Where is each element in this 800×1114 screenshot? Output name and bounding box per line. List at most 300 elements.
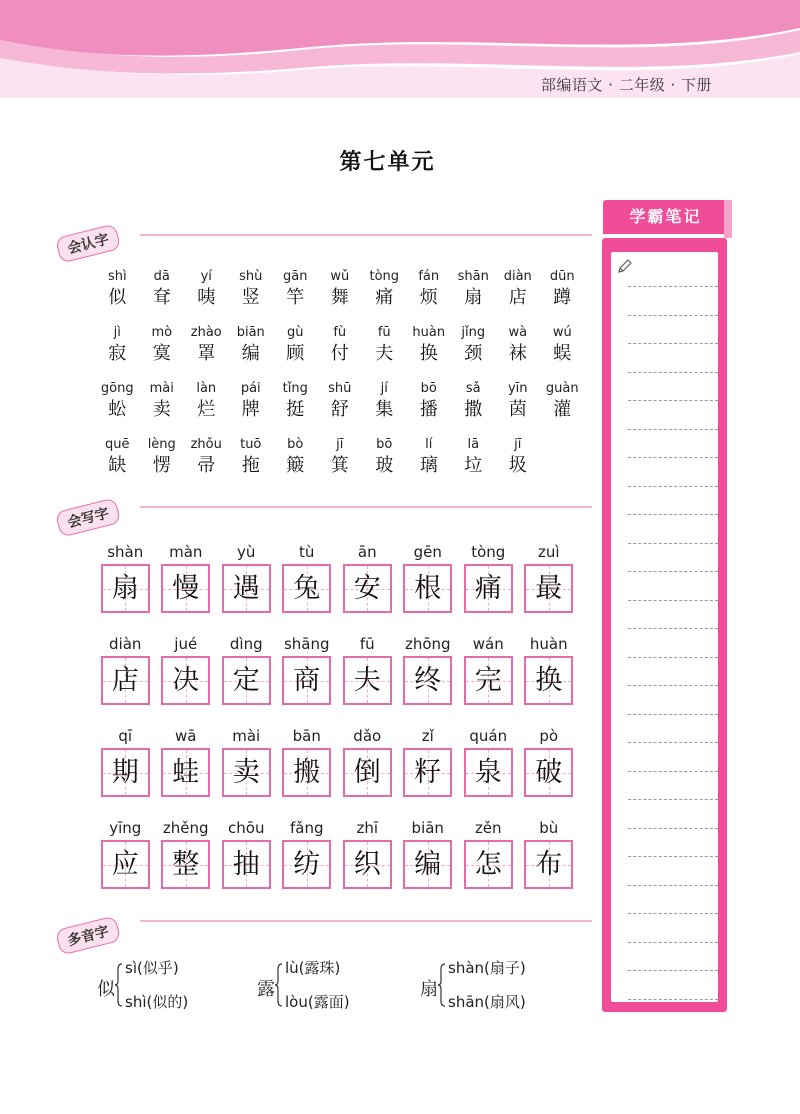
tianzige-box bbox=[282, 748, 331, 797]
hanzi: 挺 bbox=[286, 399, 305, 420]
read-char-cell bbox=[362, 324, 407, 380]
pinyin: jué bbox=[174, 635, 198, 653]
hanzi: 牌 bbox=[241, 399, 260, 420]
write-row bbox=[95, 724, 585, 816]
hanzi: 璃 bbox=[419, 455, 438, 476]
read-char-cell bbox=[229, 324, 274, 380]
read-characters-grid bbox=[95, 268, 585, 492]
tianzige-box bbox=[282, 564, 331, 613]
pinyin: biān bbox=[236, 325, 265, 340]
pinyin: yīng bbox=[109, 819, 142, 837]
write-char-cell bbox=[519, 816, 580, 908]
hanzi: 烦 bbox=[419, 287, 438, 308]
tianzige-box bbox=[343, 656, 392, 705]
hanzi: 扇 bbox=[111, 573, 139, 604]
note-line bbox=[628, 315, 718, 316]
tianzige-box bbox=[101, 748, 150, 797]
note-line bbox=[628, 799, 718, 800]
hanzi: 完 bbox=[474, 665, 502, 696]
pinyin: zhǒu bbox=[190, 437, 222, 452]
pinyin: fū bbox=[359, 635, 375, 653]
write-char-cell bbox=[519, 632, 580, 724]
pinyin: guàn bbox=[545, 381, 579, 396]
section-tag-write: 会写字 bbox=[55, 497, 121, 537]
pinyin: bù bbox=[539, 819, 559, 837]
note-line bbox=[628, 685, 718, 686]
tianzige-box bbox=[222, 656, 271, 705]
write-char-cell bbox=[156, 724, 217, 816]
read-char-cell bbox=[318, 436, 363, 492]
pinyin: shù bbox=[239, 269, 263, 284]
pinyin: wú bbox=[552, 325, 572, 340]
read-char-cell bbox=[95, 380, 140, 436]
pinyin: chōu bbox=[228, 819, 265, 837]
hanzi: 应 bbox=[111, 849, 139, 880]
hanzi: 布 bbox=[535, 849, 563, 880]
pinyin: bō bbox=[376, 437, 393, 452]
pinyin: jǐng bbox=[461, 325, 486, 340]
read-char-cell bbox=[451, 436, 496, 492]
pinyin: shāng bbox=[283, 635, 330, 653]
note-line bbox=[628, 913, 718, 914]
hanzi: 搬 bbox=[293, 757, 321, 788]
pinyin: mài bbox=[232, 727, 261, 745]
write-char-cell bbox=[277, 632, 338, 724]
pinyin: quē bbox=[105, 437, 130, 452]
hanzi: 期 bbox=[111, 757, 139, 788]
section-tag-poly: 多音字 bbox=[55, 915, 121, 955]
pinyin: mò bbox=[151, 325, 173, 340]
read-char-cell bbox=[496, 436, 541, 492]
read-row bbox=[95, 268, 585, 324]
note-line bbox=[628, 885, 718, 886]
read-char-cell bbox=[407, 380, 452, 436]
pinyin: lèng bbox=[147, 437, 176, 452]
pinyin: zhī bbox=[356, 819, 379, 837]
write-row bbox=[95, 816, 585, 908]
pinyin: gōng bbox=[100, 381, 134, 396]
tianzige-box bbox=[403, 656, 452, 705]
notes-panel bbox=[602, 238, 727, 1012]
pinyin: wà bbox=[508, 325, 528, 340]
note-line bbox=[628, 628, 718, 629]
polyphone-reading: shàn(扇子) bbox=[448, 959, 526, 977]
polyphone-reading: sì(似乎) bbox=[125, 959, 179, 977]
pinyin: pái bbox=[240, 381, 261, 396]
pinyin: tòng bbox=[471, 543, 506, 561]
hanzi: 付 bbox=[330, 343, 349, 364]
pinyin: shàn bbox=[107, 543, 144, 561]
brace-icon bbox=[275, 963, 283, 1007]
tianzige-box bbox=[282, 840, 331, 889]
hanzi: 玻 bbox=[375, 455, 394, 476]
note-line bbox=[628, 486, 718, 487]
read-char-cell bbox=[451, 324, 496, 380]
read-char-cell bbox=[184, 380, 229, 436]
pinyin: jī bbox=[336, 437, 344, 452]
tianzige-box bbox=[524, 564, 573, 613]
note-line bbox=[628, 714, 718, 715]
read-char-cell bbox=[362, 436, 407, 492]
pinyin: yù bbox=[237, 543, 256, 561]
pinyin: zěn bbox=[474, 819, 502, 837]
hanzi: 袜 bbox=[508, 343, 527, 364]
write-char-cell bbox=[216, 632, 277, 724]
section-divider bbox=[140, 234, 592, 236]
write-char-cell bbox=[458, 632, 519, 724]
write-char-cell bbox=[458, 540, 519, 632]
polyphone-char: 似 bbox=[97, 979, 115, 1000]
note-line bbox=[628, 970, 718, 971]
pinyin: zǐ bbox=[421, 727, 434, 745]
write-char-cell bbox=[337, 540, 398, 632]
write-char-cell bbox=[337, 816, 398, 908]
hanzi: 颈 bbox=[464, 343, 483, 364]
hanzi: 舞 bbox=[330, 287, 349, 308]
hanzi: 圾 bbox=[508, 455, 527, 476]
write-char-cell bbox=[458, 724, 519, 816]
read-row bbox=[95, 436, 585, 492]
hanzi: 怎 bbox=[474, 849, 502, 880]
read-char-cell bbox=[273, 380, 318, 436]
tianzige-box bbox=[222, 840, 271, 889]
read-char-cell bbox=[184, 436, 229, 492]
book-title: 部编语文 · 二年级 · 下册 bbox=[540, 76, 712, 94]
tianzige-box bbox=[343, 748, 392, 797]
pinyin: tǐng bbox=[282, 381, 308, 396]
polyphone-reading: lòu(露面) bbox=[285, 993, 350, 1011]
read-char-cell bbox=[184, 324, 229, 380]
pinyin: fù bbox=[333, 325, 347, 340]
hanzi: 卖 bbox=[232, 757, 260, 788]
read-char-cell bbox=[318, 324, 363, 380]
polyphone-reading: shì(似的) bbox=[125, 993, 189, 1011]
pinyin: shì bbox=[107, 269, 127, 284]
tianzige-box bbox=[403, 840, 452, 889]
tianzige-box bbox=[101, 564, 150, 613]
tianzige-box bbox=[101, 656, 150, 705]
notes-area[interactable] bbox=[611, 252, 718, 1002]
read-char-cell bbox=[496, 380, 541, 436]
read-char-cell bbox=[496, 268, 541, 324]
section-divider bbox=[140, 920, 592, 922]
pinyin: shān bbox=[457, 269, 489, 284]
hanzi: 纺 bbox=[293, 849, 321, 880]
write-row bbox=[95, 540, 585, 632]
pinyin: fǎng bbox=[289, 819, 324, 837]
polyphone-reading: lù(露珠) bbox=[285, 959, 341, 977]
hanzi: 似 bbox=[108, 287, 127, 308]
hanzi: 蛙 bbox=[172, 757, 200, 788]
read-char-cell bbox=[95, 268, 140, 324]
pinyin: huàn bbox=[412, 325, 446, 340]
hanzi: 换 bbox=[535, 665, 563, 696]
hanzi: 卖 bbox=[152, 399, 171, 420]
tianzige-box bbox=[464, 564, 513, 613]
read-char-cell bbox=[229, 268, 274, 324]
note-line bbox=[628, 343, 718, 344]
read-char-cell bbox=[273, 324, 318, 380]
write-char-cell bbox=[216, 540, 277, 632]
hanzi: 灌 bbox=[553, 399, 572, 420]
hanzi: 痛 bbox=[375, 287, 394, 308]
note-line bbox=[628, 999, 718, 1000]
tianzige-box bbox=[464, 656, 513, 705]
hanzi: 竖 bbox=[241, 287, 260, 308]
read-char-cell bbox=[451, 268, 496, 324]
read-char-cell bbox=[407, 324, 452, 380]
pinyin: yīn bbox=[507, 381, 528, 396]
hanzi: 决 bbox=[172, 665, 200, 696]
polyphone-char: 扇 bbox=[420, 979, 438, 1000]
pinyin: lā bbox=[467, 437, 480, 452]
pinyin: tòng bbox=[369, 269, 400, 284]
hanzi: 烂 bbox=[197, 399, 216, 420]
hanzi: 编 bbox=[241, 343, 260, 364]
write-char-cell bbox=[95, 632, 156, 724]
write-char-cell bbox=[398, 724, 459, 816]
note-line bbox=[628, 856, 718, 857]
read-char-cell bbox=[184, 268, 229, 324]
pinyin: dā bbox=[153, 269, 170, 284]
hanzi: 垃 bbox=[464, 455, 483, 476]
pinyin: shū bbox=[328, 381, 352, 396]
write-char-cell bbox=[337, 632, 398, 724]
tianzige-box bbox=[343, 564, 392, 613]
tianzige-box bbox=[161, 748, 210, 797]
read-char-cell bbox=[140, 436, 185, 492]
read-char-cell bbox=[362, 380, 407, 436]
hanzi: 慢 bbox=[172, 573, 200, 604]
read-char-cell bbox=[95, 324, 140, 380]
read-row bbox=[95, 380, 585, 436]
hanzi: 编 bbox=[414, 849, 442, 880]
read-row bbox=[95, 324, 585, 380]
hanzi: 集 bbox=[375, 399, 394, 420]
pinyin: jī bbox=[514, 437, 522, 452]
hanzi: 最 bbox=[535, 573, 563, 604]
hanzi: 帚 bbox=[197, 455, 216, 476]
hanzi: 夫 bbox=[353, 665, 381, 696]
pinyin: diàn bbox=[503, 269, 532, 284]
hanzi: 抽 bbox=[232, 849, 260, 880]
hanzi: 蚣 bbox=[108, 399, 127, 420]
hanzi: 商 bbox=[293, 665, 321, 696]
pinyin: gān bbox=[283, 269, 308, 284]
note-line bbox=[628, 286, 718, 287]
pinyin: lí bbox=[425, 437, 433, 452]
note-line bbox=[628, 400, 718, 401]
pinyin: mài bbox=[149, 381, 174, 396]
read-char-cell bbox=[273, 268, 318, 324]
hanzi: 寞 bbox=[152, 343, 171, 364]
read-char-cell bbox=[318, 268, 363, 324]
read-char-cell bbox=[540, 268, 585, 324]
hanzi: 倒 bbox=[353, 757, 381, 788]
tianzige-box bbox=[222, 748, 271, 797]
hanzi: 茵 bbox=[508, 399, 527, 420]
hanzi: 蜈 bbox=[553, 343, 572, 364]
tianzige-box bbox=[101, 840, 150, 889]
hanzi: 夫 bbox=[375, 343, 394, 364]
hanzi: 舒 bbox=[330, 399, 349, 420]
write-characters-grid bbox=[95, 540, 585, 908]
pinyin: sǎ bbox=[465, 381, 481, 396]
note-line bbox=[628, 457, 718, 458]
read-char-cell bbox=[140, 380, 185, 436]
hanzi: 罩 bbox=[197, 343, 216, 364]
hanzi: 箕 bbox=[330, 455, 349, 476]
write-char-cell bbox=[95, 724, 156, 816]
note-line bbox=[628, 657, 718, 658]
pinyin: jì bbox=[113, 325, 121, 340]
read-char-cell bbox=[407, 268, 452, 324]
note-line bbox=[628, 942, 718, 943]
hanzi: 愣 bbox=[152, 455, 171, 476]
brace-icon bbox=[115, 963, 123, 1007]
write-char-cell bbox=[277, 724, 338, 816]
tianzige-box bbox=[161, 564, 210, 613]
hanzi: 安 bbox=[353, 573, 381, 604]
hanzi: 簸 bbox=[286, 455, 305, 476]
hanzi: 播 bbox=[419, 399, 438, 420]
polyphone-char: 露 bbox=[257, 979, 275, 1000]
page-title: 第七单元 bbox=[339, 150, 436, 175]
pinyin: dūn bbox=[549, 269, 575, 284]
hanzi: 兔 bbox=[293, 573, 321, 604]
write-char-cell bbox=[216, 724, 277, 816]
hanzi: 顾 bbox=[286, 343, 305, 364]
notes-title-tab bbox=[724, 200, 732, 238]
note-line bbox=[628, 429, 718, 430]
write-char-cell bbox=[156, 632, 217, 724]
tianzige-box bbox=[403, 748, 452, 797]
section-divider bbox=[140, 506, 592, 508]
pinyin: dìng bbox=[229, 635, 263, 653]
hanzi: 定 bbox=[232, 665, 260, 696]
read-char-cell bbox=[140, 324, 185, 380]
polyphone-reading: shān(扇风) bbox=[448, 993, 526, 1011]
write-char-cell bbox=[398, 632, 459, 724]
tianzige-box bbox=[524, 840, 573, 889]
hanzi: 耷 bbox=[152, 287, 171, 308]
tianzige-box bbox=[464, 748, 513, 797]
write-char-cell bbox=[216, 816, 277, 908]
pinyin: diàn bbox=[109, 635, 142, 653]
pinyin: zhào bbox=[190, 325, 222, 340]
pinyin: bò bbox=[287, 437, 304, 452]
pinyin: zhěng bbox=[162, 819, 209, 837]
pinyin: huàn bbox=[529, 635, 568, 653]
read-char-cell bbox=[496, 324, 541, 380]
read-char-cell bbox=[95, 436, 140, 492]
hanzi: 破 bbox=[535, 757, 563, 788]
tianzige-box bbox=[403, 564, 452, 613]
pinyin: jí bbox=[380, 381, 388, 396]
tianzige-box bbox=[282, 656, 331, 705]
pinyin: zhōng bbox=[404, 635, 451, 653]
write-char-cell bbox=[519, 540, 580, 632]
read-char-cell bbox=[273, 436, 318, 492]
write-char-cell bbox=[156, 540, 217, 632]
note-line bbox=[628, 771, 718, 772]
hanzi: 缺 bbox=[108, 455, 127, 476]
hanzi: 竿 bbox=[286, 287, 305, 308]
tianzige-box bbox=[222, 564, 271, 613]
tianzige-box bbox=[464, 840, 513, 889]
pinyin: bō bbox=[420, 381, 437, 396]
pinyin: gù bbox=[287, 325, 304, 340]
note-line bbox=[628, 742, 718, 743]
pinyin: yí bbox=[200, 269, 212, 284]
hanzi: 蹲 bbox=[553, 287, 572, 308]
pinyin: tù bbox=[299, 543, 315, 561]
write-char-cell bbox=[519, 724, 580, 816]
write-char-cell bbox=[398, 816, 459, 908]
write-char-cell bbox=[398, 540, 459, 632]
pinyin: làn bbox=[196, 381, 217, 396]
note-line bbox=[628, 514, 718, 515]
pinyin: bān bbox=[292, 727, 321, 745]
pinyin: màn bbox=[169, 543, 203, 561]
hanzi: 终 bbox=[414, 665, 442, 696]
pinyin: quán bbox=[469, 727, 508, 745]
hanzi: 遇 bbox=[232, 573, 260, 604]
pinyin: wán bbox=[472, 635, 504, 653]
pinyin: tuō bbox=[240, 437, 262, 452]
hanzi: 籽 bbox=[414, 757, 442, 788]
read-char-cell bbox=[540, 324, 585, 380]
hanzi: 撒 bbox=[464, 399, 483, 420]
pinyin: pò bbox=[539, 727, 559, 745]
note-line bbox=[628, 543, 718, 544]
hanzi: 织 bbox=[353, 849, 381, 880]
read-char-cell bbox=[140, 268, 185, 324]
tianzige-box bbox=[161, 840, 210, 889]
write-char-cell bbox=[95, 816, 156, 908]
pinyin: biān bbox=[411, 819, 444, 837]
note-line bbox=[628, 828, 718, 829]
pinyin: zuì bbox=[537, 543, 560, 561]
hanzi: 咦 bbox=[197, 287, 216, 308]
note-line bbox=[628, 571, 718, 572]
pinyin: fán bbox=[418, 269, 440, 284]
pinyin: fū bbox=[377, 325, 391, 340]
write-char-cell bbox=[277, 816, 338, 908]
write-char-cell bbox=[95, 540, 156, 632]
write-row bbox=[95, 632, 585, 724]
section-tag-read: 会认字 bbox=[55, 223, 121, 263]
read-char-cell bbox=[407, 436, 452, 492]
pinyin: ān bbox=[357, 543, 377, 561]
write-char-cell bbox=[458, 816, 519, 908]
hanzi: 根 bbox=[414, 573, 442, 604]
hanzi: 泉 bbox=[474, 757, 502, 788]
read-char-cell bbox=[318, 380, 363, 436]
pinyin: qī bbox=[118, 727, 133, 745]
read-char-cell bbox=[362, 268, 407, 324]
pinyin: wǔ bbox=[330, 269, 350, 284]
brace-icon bbox=[438, 963, 446, 1007]
hanzi: 整 bbox=[172, 849, 200, 880]
tianzige-box bbox=[343, 840, 392, 889]
note-line bbox=[628, 372, 718, 373]
pinyin: dǎo bbox=[353, 727, 382, 745]
note-line bbox=[628, 600, 718, 601]
read-char-cell bbox=[229, 436, 274, 492]
hanzi: 店 bbox=[111, 665, 139, 696]
pinyin: gēn bbox=[413, 543, 442, 561]
